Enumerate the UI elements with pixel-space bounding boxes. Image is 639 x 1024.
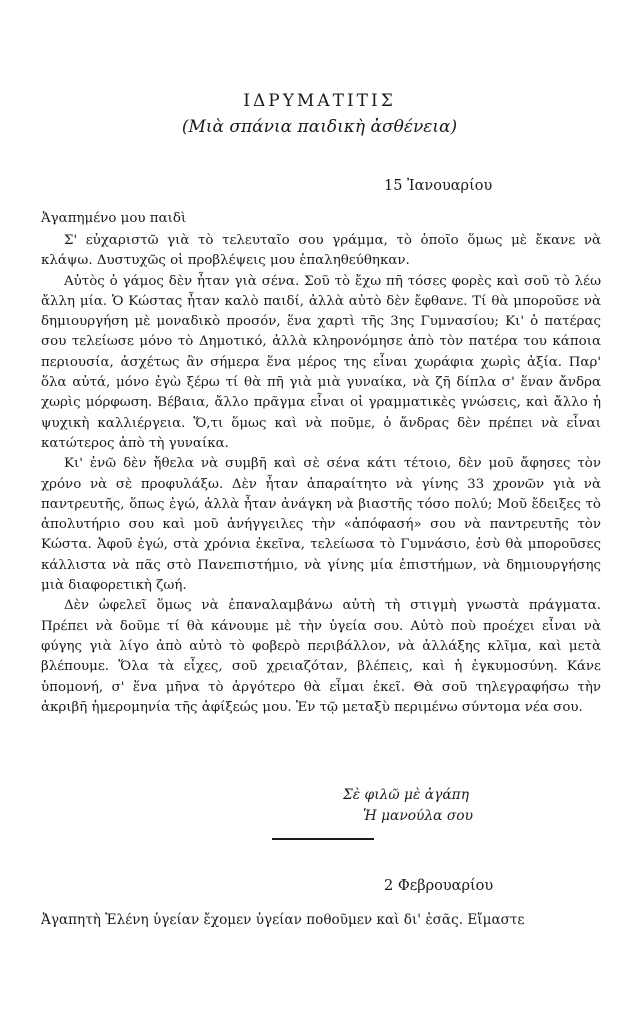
letter-greeting: Ἀγαπημένο μου παιδὶ — [41, 211, 187, 226]
letter-body — [41, 231, 601, 718]
letter-paragraph: Κι' ἐνῶ δὲν ἤθελα νὰ συμβῆ καὶ σὲ σένα κάτι τέτοιο, δὲν μοῦ ἄφησες τὸν χρόνο νὰ σὲ προφυλάξω. Δὲν ἦταν ἀπαραίτητο νὰ γίνης 33 χρονῶν γιὰ νὰ παντρευτῆς, ὅπως ἐγώ, ἀλλὰ ἦταν ἀνάγκη νὰ βιαστῆς τόσο πολύ; Μοῦ ἔδειξες τὸ ἀπολυτήριο σου καὶ μοῦ ἀνήγγειλες τὴν «ἀπόφασή» σου νὰ παντρευτῆς τὸν Κώστα. Ἀφοῦ ἐγώ, στὰ χρόνια ἐκεῖνα, τελείωσα τὸ Γυμνάσιο, ἐσὺ θὰ μποροῦσες κάλλιστα νὰ πᾶς στὸ Πανεπιστήμιο, νὰ γίνης μία ἐπιστήμων, νὰ δημιουργήσης μιὰ διαφορετικὴ ζωή. — [41, 456, 601, 594]
letter-paragraph: Δὲν ὠφελεῖ ὅμως νὰ ἐπαναλαμβάνω αὐτὴ τὴ στιγμὴ γνωστὰ πράγματα. Πρέπει νὰ δοῦμε τί θὰ κάνουμε μὲ τὴν ὑγεία σου. Αὐτὸ ποὺ προέχει εἶναι νὰ φύγης γιὰ λίγο ἀπὸ αὐτὸ τὸ φοβερὸ περιβάλλον, νὰ ἀλλάξης κλῖμα, καὶ μετὰ βλέπουμε. Ὅλα τὰ εἶχες, σοῦ χρειαζόταν, βλέπεις, καὶ ἡ ἐγκυμοσύνη. Κάνε ὑπομονή, σ' ἕνα μῆνα τὸ ἀργότερο θὰ εἶμαι ἐκεῖ. Θὰ σοῦ τηλεγραφήσω τὴν ἀκριβῆ ἡμερομηνία τῆς ἀφίξεώς μου. Ἐν τῷ μεταξὺ περιμένω σύντομα νέα σου. — [41, 598, 601, 715]
letter-opening-line: Ἀγαπητὴ Ἑλένη ὑγείαν ἔχομεν ὑγείαν ποθοῦμεν καὶ δι' ἐσᾶς. Εἴμαστε — [41, 912, 525, 928]
document-subtitle: (Μιὰ σπάνια παιδικὴ ἀσθένεια) — [181, 117, 458, 137]
letter-paragraph: Αὐτὸς ὁ γάμος δὲν ἦταν γιὰ σένα. Σοῦ τὸ ἔχω πῆ τόσες φορὲς καὶ σοῦ τὸ λέω ἄλλη μία. Ὁ Κώστας ἦταν καλὸ παιδί, ἀλλὰ αὐτὸ δὲν ἔφθανε. Τί θὰ μποροῦσε νὰ δημιουργήση μὲ μοναδικὸ προσόν, ἕνα χαρτὶ τῆς 3ης Γυμνασίου; Κι' ὁ πατέρας σου τελείωσε μόνο τὸ Δημοτικό, ἀλλὰ κληρονόμησε ἀπὸ τὸν πατέρα του κάποια περιουσία, ἀσχέτως ἂν σήμερα ἕνα μέρος της εἶναι χωράφια χωρὶς ἀξία. Παρ' ὅλα αὐτά, μόνο ἐγὼ ξέρω τί θὰ πῆ γιὰ μιὰ γυναίκα, νὰ ζῆ δίπλα σ' ἕναν ἄνδρα χωρὶς μόρφωση. Βέβαια, ἄλλο πρᾶγμα εἶναι οἱ γραμματικὲς γνώσεις, καὶ ἄλλο ἡ ψυχικὴ καλλιέργεια. Ὅ,τι ὅμως καὶ νὰ ποῦμε, ὁ ἄνδρας δὲν πρέπει νὰ εἶναι κατώτερος ἀπὸ τὴ γυναίκα. — [41, 273, 601, 451]
letter-paragraph: Σ' εὐχαριστῶ γιὰ τὸ τελευταῖο σου γράμμα, τὸ ὁποῖο ὅμως μὲ ἔκανε νὰ κλάψω. Δυστυχῶς οἱ προβλέψεις μου ἐπαληθεύθηκαν. — [41, 233, 601, 269]
letter-date: 2 Φεβρουαρίου — [384, 878, 494, 894]
letter-date: 15 Ἰανουαρίου — [384, 178, 493, 194]
section-divider — [272, 838, 374, 840]
letter-signature: Ἡ μανούλα σου — [363, 808, 473, 824]
document-title: ΙΔΡΥΜΑΤΙΤΙΣ — [243, 91, 396, 111]
letter-closing: Σὲ φιλῶ μὲ ἀγάπη — [343, 787, 469, 803]
